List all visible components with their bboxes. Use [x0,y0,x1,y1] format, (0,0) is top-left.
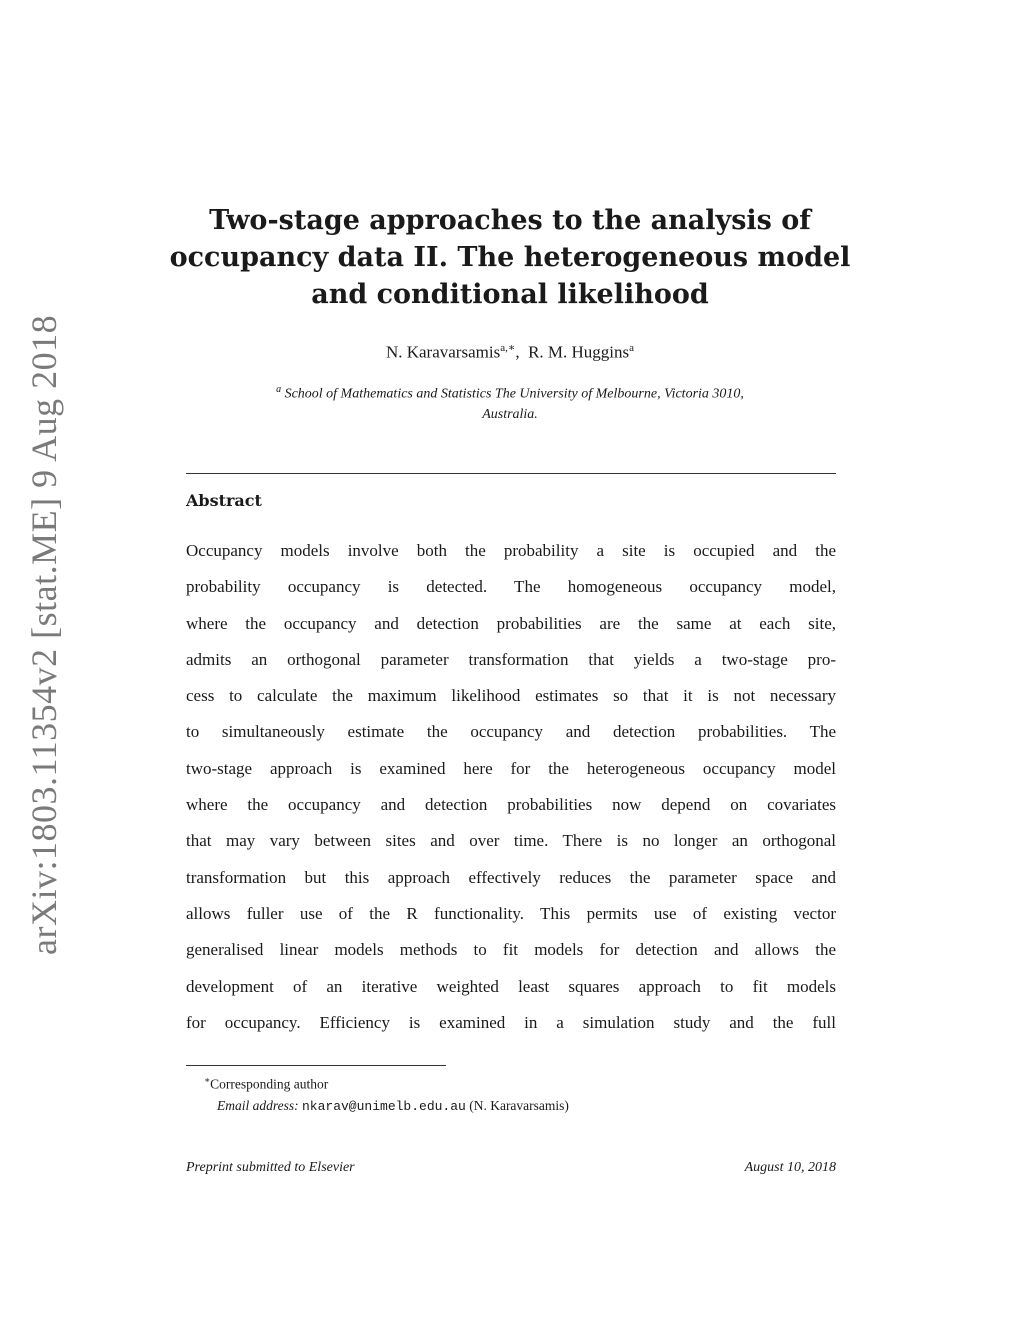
affiliation [150,380,870,425]
author-karavarsamis-marks: a,∗ [500,342,516,354]
affiliation-line-1 [150,380,870,405]
affiliation-text-1: School of Mathematics and Statistics The University of Melbourne, Victoria 3010, [284,386,744,402]
footnote-rule [186,1065,446,1066]
author-huggins: R. M. Huggins [528,342,630,362]
corresponding-author-label: Corresponding author [210,1076,329,1092]
abstract-line: allows fuller use of the R functionality. This permits use of existing vector [186,903,836,923]
author-list [150,341,870,363]
title-line-3: and conditional likelihood [311,279,709,310]
title-line-2: occupancy data II. The heterogeneous model [169,242,851,273]
abstract-line: for occupancy. Efficiency is examined in a simulation study and the full [186,1012,836,1032]
email-owner: (N. Karavarsamis) [469,1097,569,1113]
author-karavarsamis: N. Karavarsamis [385,342,501,362]
abstract-line: two-stage approach is examined here for the heterogeneous occupancy model [186,758,836,778]
abstract-line: generalised linear models methods to fit models for detection and allows the [186,940,836,960]
abstract-line: transformation but this approach effectively reduces the parameter space and [186,867,836,887]
abstract-line: admits an orthogonal parameter transformation that yields a two-stage pro- [186,649,836,669]
corresponding-author-note [204,1070,844,1095]
abstract-line: where the occupancy and detection probabilities are the same at each site, [186,613,836,633]
affiliation-mark: a [276,384,282,395]
abstract-body [186,533,836,1041]
abstract-line: cess to calculate the maximum likelihood estimates so that it is not necessary [186,686,836,706]
abstract-line: Occupancy models involve both the probability a site is occupied and the [186,541,836,560]
affiliation-line-2: Australia. [482,406,538,422]
preprint-date: August 10, 2018 [744,1160,836,1175]
arxiv-identifier-stamp: arXiv:1803.11354v2 [stat.ME] 9 Aug 2018 [24,314,64,955]
abstract-line: to simultaneously estimate the occupancy and detection probabilities. The [186,722,836,742]
footnote-mark: ∗ [204,1075,211,1085]
abstract-heading: Abstract [186,491,262,510]
preprint-notice: Preprint submitted to Elsevier [186,1160,355,1175]
abstract-top-rule [186,473,836,474]
abstract-line: that may vary between sites and over time. There is no longer an orthogonal [186,831,836,851]
title-line-1: Two-stage approaches to the analysis of [209,205,811,236]
author-separator: , [515,342,529,362]
email-label: Email address: [217,1097,299,1113]
paper-title [130,202,890,313]
author-huggins-marks: a [629,342,635,354]
abstract-line: probability occupancy is detected. The homogeneous occupancy model, [186,577,836,597]
abstract-line: development of an iterative weighted least squares approach to fit models [186,976,836,996]
email-note [204,1095,844,1117]
footnote [204,1070,844,1117]
email-address-link[interactable]: nkarav@unimelb.edu.au [302,1098,466,1114]
abstract-line: where the occupancy and detection probabilities now depend on covariates [186,795,836,815]
